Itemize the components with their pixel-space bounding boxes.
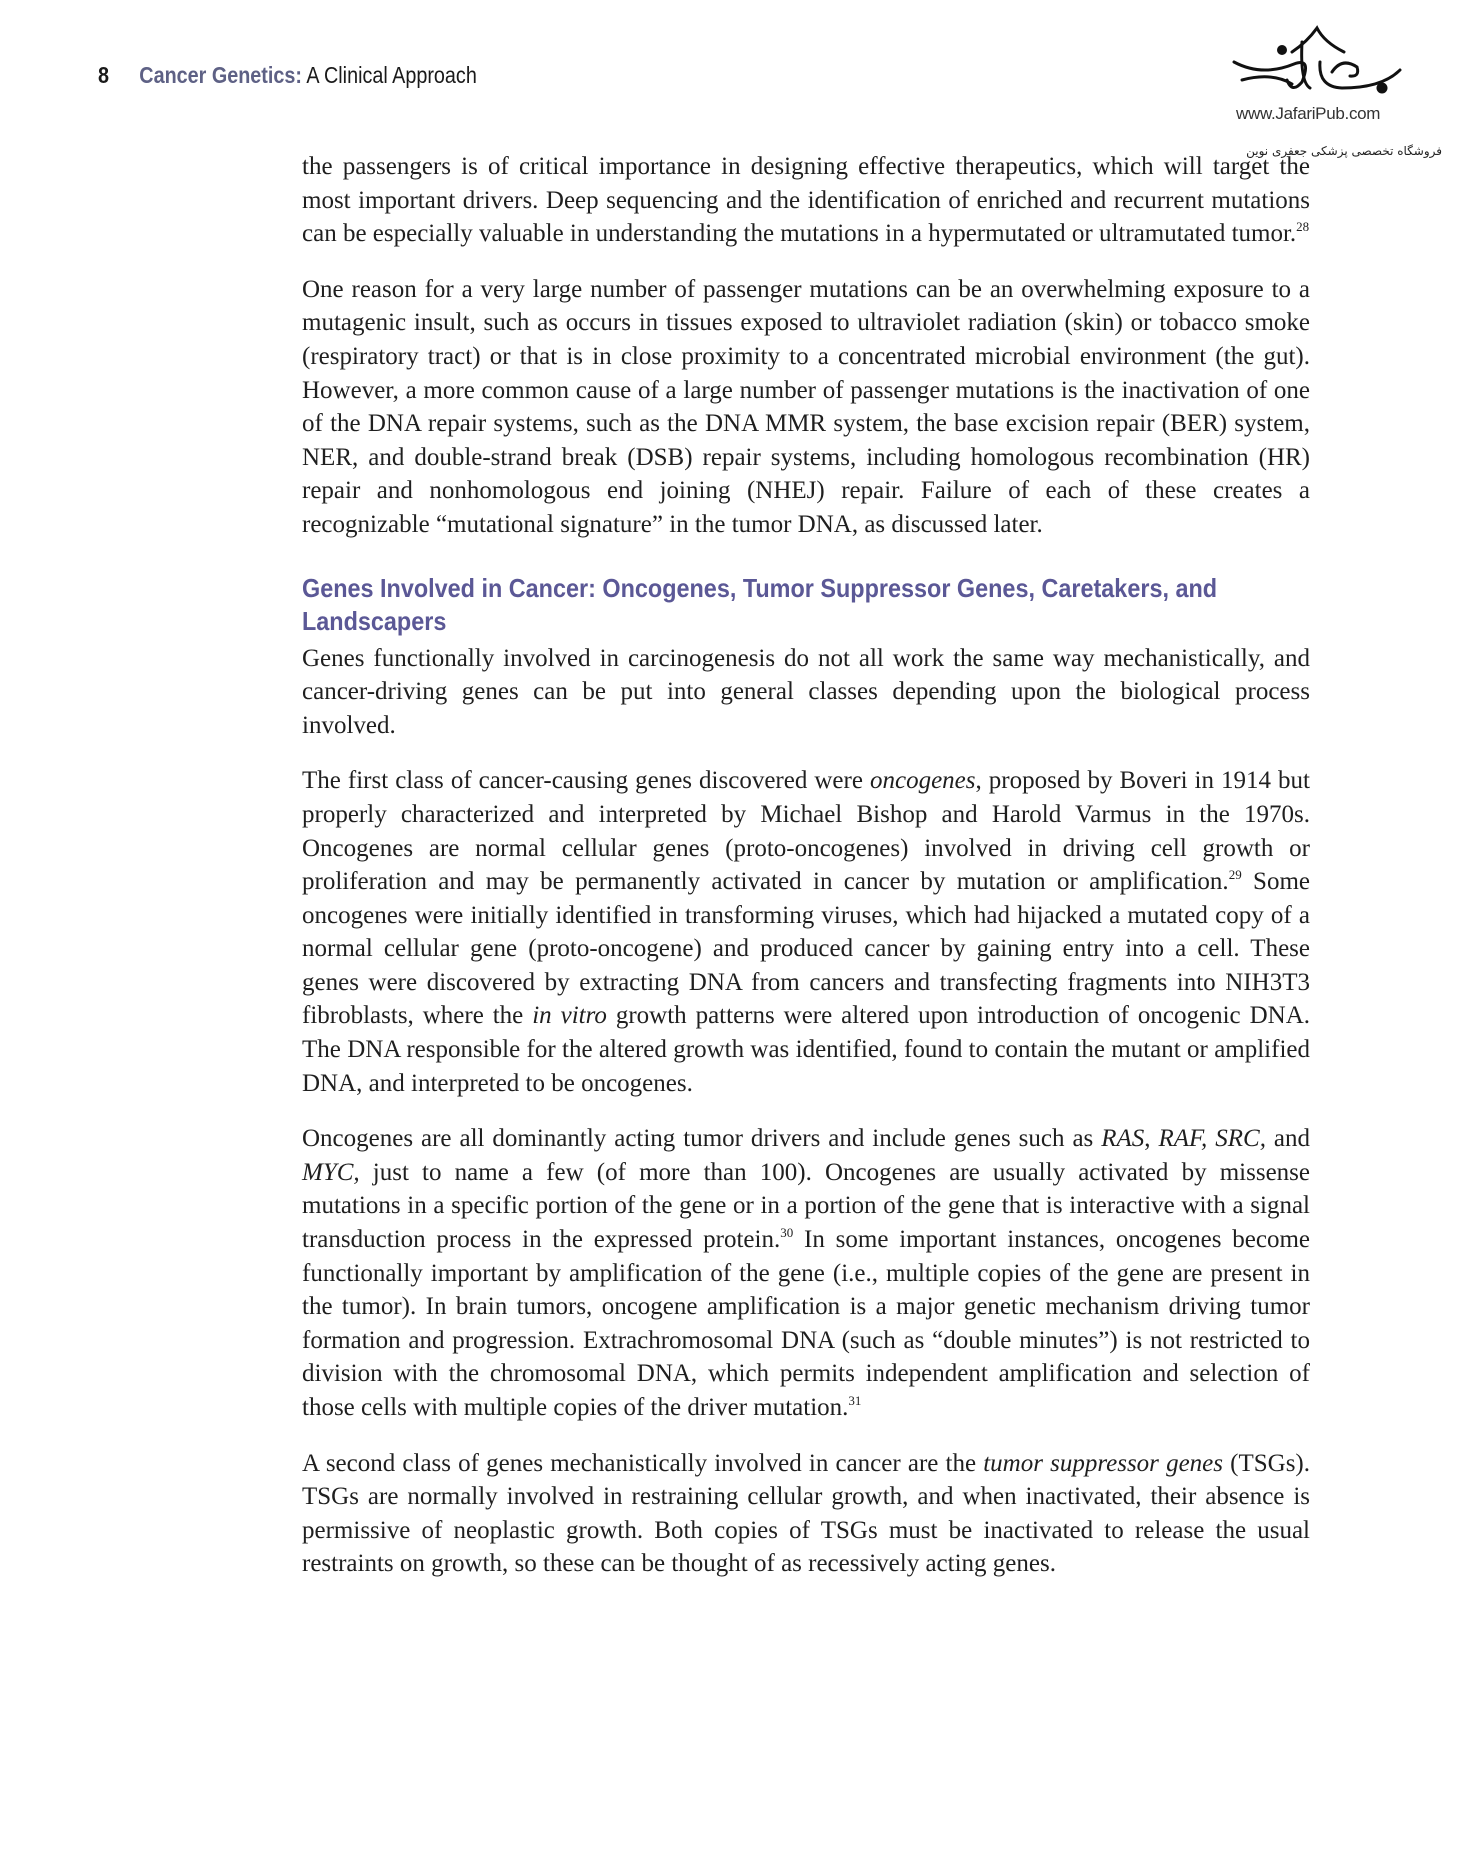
text-run: One reason for a very large number of passenger mutations can be an overwhelming exposure to a mutagenic insult, such as occurs in tissues exposed to ultraviolet radiation (skin) or tobacco smoke (respiratory tract) or that is in close proximity to a concentrated microbial environment (the gut). However, a more common cause of a large number of passenger mutations is the inactivation of one of the DNA repair systems, such as the DNA MMR system, the base excision repair (BER) system, NER, and double-strand break (DSB) repair systems, including homologous recombination (HR) repair and nonhomologous end joining (NHEJ) repair. Failure of each of these creates a recognizable “mutational signature” in the tumor DNA, as discussed later. — [302, 275, 1310, 538]
page-number: 8 — [98, 62, 110, 88]
citation-ref: 28 — [1296, 219, 1310, 235]
italic-term: tumor suppressor genes — [983, 1449, 1223, 1477]
book-subtitle: A Clinical Approach — [301, 62, 477, 88]
italic-gene: SRC, — [1215, 1125, 1266, 1153]
italic-gene: RAF, — [1158, 1125, 1208, 1153]
paragraph-5 — [302, 1122, 1310, 1424]
section-heading: Genes Involved in Cancer: Oncogenes, Tumor Suppressor Genes, Caretakers, and Landscapers — [302, 572, 1218, 636]
text-run: the passengers is of critical importance in designing effective therapeutics, which will target the most important drivers. Deep sequencing and the identification of enriched and recurrent mutations can be especially valuable in understanding the mutations in a hypermutated or ultramutated tumor. — [302, 153, 1310, 248]
text-run: growth patterns were altered upon introduction of oncogenic DNA. The DNA responsible for the altered growth was identified, found to contain the mutant or amplified DNA, and interpreted to be oncogenes. — [302, 1002, 1311, 1097]
jafaripub-logo-icon — [1232, 22, 1407, 102]
paragraph-2 — [302, 273, 1310, 542]
text-run: and — [1265, 1125, 1311, 1153]
text-run: A second class of genes mechanistically involved in cancer are the — [302, 1449, 984, 1477]
paragraph-6 — [302, 1447, 1310, 1581]
page-body — [302, 150, 1310, 1581]
text-run: Genes functionally involved in carcinogenesis do not all work the same way mechanistically, and cancer-driving genes can be put into general classes depending upon the biological process involved. — [302, 644, 1310, 739]
text-run: Some oncogenes were initially identified in transforming viruses, which had hijacked a mutated copy of a normal cellular gene (proto-oncogene) and produced cancer by gaining entry into a cell. These genes were discovered by extracting DNA from cancers and transfecting fragments into NIH3T3 fibroblasts, where the — [302, 868, 1310, 1030]
text-run: The first class of cancer-causing genes discovered were — [302, 767, 870, 795]
book-title: Cancer Genetics: — [139, 62, 302, 88]
running-header — [98, 60, 477, 90]
text-run: In some important instances, oncogenes become functionally important by amplification of the gene (i.e., multiple copies of the gene are present in the tumor). In brain tumors, oncogene amplification is a major genetic mechanism driving tumor formation and progression. Extrachromosomal DNA (such as “double minutes”) is not restricted to division with the chromosomal DNA, which permits independent amplification and selection of those cells with multiple copies of the driver mutation. — [302, 1226, 1310, 1421]
paragraph-1 — [302, 150, 1310, 251]
text-run: Oncogenes are all dominantly acting tumor drivers and include genes such as — [302, 1125, 1102, 1153]
italic-gene: RAS — [1101, 1125, 1145, 1153]
text-run: just to name a few (of more than 100). Oncogenes are usually activated by missense mutations in a specific portion of the gene or in a portion of the gene that is interactive with a signal transduction process in the expressed protein. — [302, 1158, 1310, 1254]
citation-ref: 30 — [780, 1225, 794, 1241]
italic-term: in vitro — [532, 1002, 607, 1030]
watermark-url: www.JafariPub.com — [1236, 104, 1381, 123]
text-run: , — [1144, 1125, 1159, 1153]
italic-term: oncogenes — [869, 767, 976, 795]
citation-ref: 31 — [848, 1393, 862, 1408]
italic-gene: MYC, — [302, 1158, 360, 1186]
watermark-tagline: فروشگاه تخصصی پزشکی جعفری نوین — [1246, 144, 1442, 158]
citation-ref: 29 — [1228, 867, 1242, 883]
paragraph-4 — [302, 764, 1310, 1100]
text-run: , proposed by Boveri in 1914 but properly characterized and interpreted by Michael Bishop and Harold Varmus in the 1970s. Oncogenes are normal cellular genes (proto-oncogenes) involved in driving cell growth or proliferation and may be permanently activated in cancer by mutation or amplification. — [302, 767, 1310, 896]
text-run: (TSGs). TSGs are normally involved in restraining cellular growth, and when inactivated, their absence is permissive of neoplastic growth. Both copies of TSGs must be inactivated to release the usual restraints on growth, so these can be thought of as recessively acting genes. — [302, 1449, 1311, 1578]
paragraph-3 — [302, 642, 1310, 743]
